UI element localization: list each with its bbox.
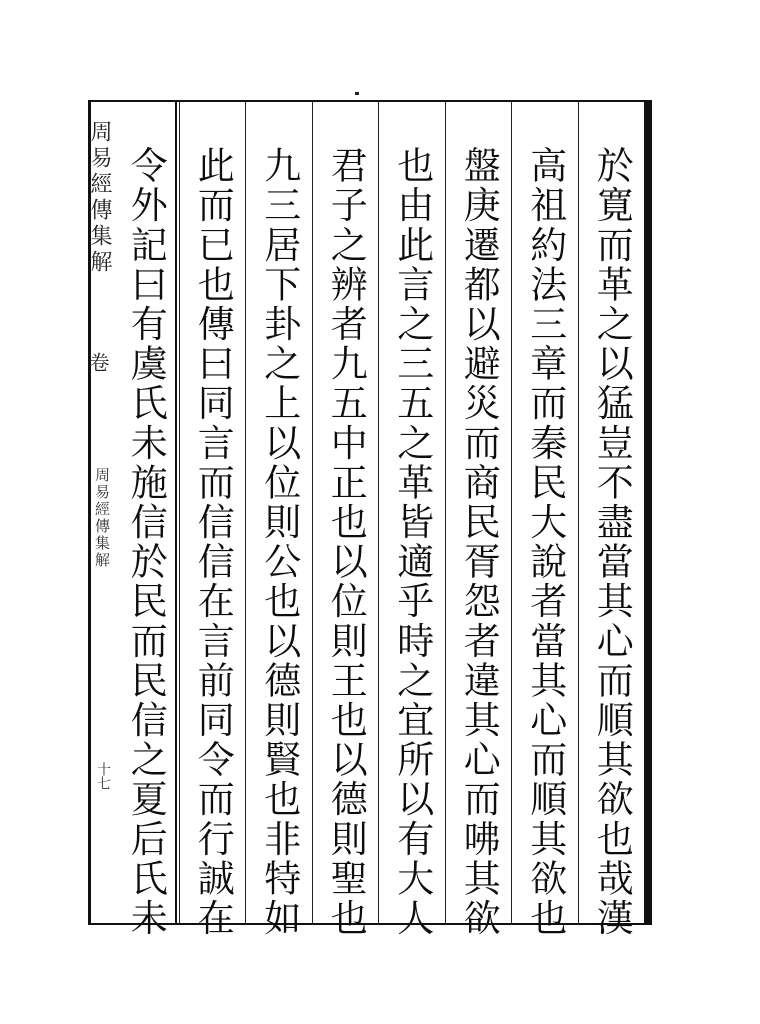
ink-speck xyxy=(355,92,359,95)
column-text: 盤庚遷都以避災而商民胥怨者違其心而咈其欲 xyxy=(457,146,501,938)
column-text: 也由此言之三五之革皆適乎時之宜所以有大人 xyxy=(390,146,434,938)
column-text: 九三居下卦之上以位則公也以德則賢也非特如 xyxy=(257,146,301,938)
margin-title: 周易經傳集解 xyxy=(87,120,112,276)
column-text: 此而已也傳曰同言而信信在言前同令而行誠在 xyxy=(191,146,235,938)
text-column xyxy=(511,102,578,938)
margin-chapter: 卷 xyxy=(86,352,110,372)
book-page xyxy=(86,100,658,938)
text-column xyxy=(445,102,512,938)
text-column xyxy=(312,102,379,938)
column-text: 令外記曰有虞氏未施信於民而民信之夏后氏未 xyxy=(124,146,168,938)
text-column xyxy=(179,102,246,938)
column-text: 君子之辨者九五中正也以位則王也以德則聖也 xyxy=(324,146,368,938)
text-column xyxy=(378,102,445,938)
text-column xyxy=(112,102,179,938)
margin-book-title: 周易經傳集解 xyxy=(93,467,111,569)
page-spine-rule xyxy=(644,100,652,925)
text-columns xyxy=(112,102,644,938)
text-column xyxy=(578,102,645,938)
column-text: 高祖約法三章而秦民大說者當其心而順其欲也 xyxy=(523,146,567,938)
margin-page-number: 十七 xyxy=(95,762,111,790)
column-text: 於寛而革之以猛豈不盡當其心而順其欲也哉漢 xyxy=(590,146,634,938)
text-column xyxy=(245,102,312,938)
